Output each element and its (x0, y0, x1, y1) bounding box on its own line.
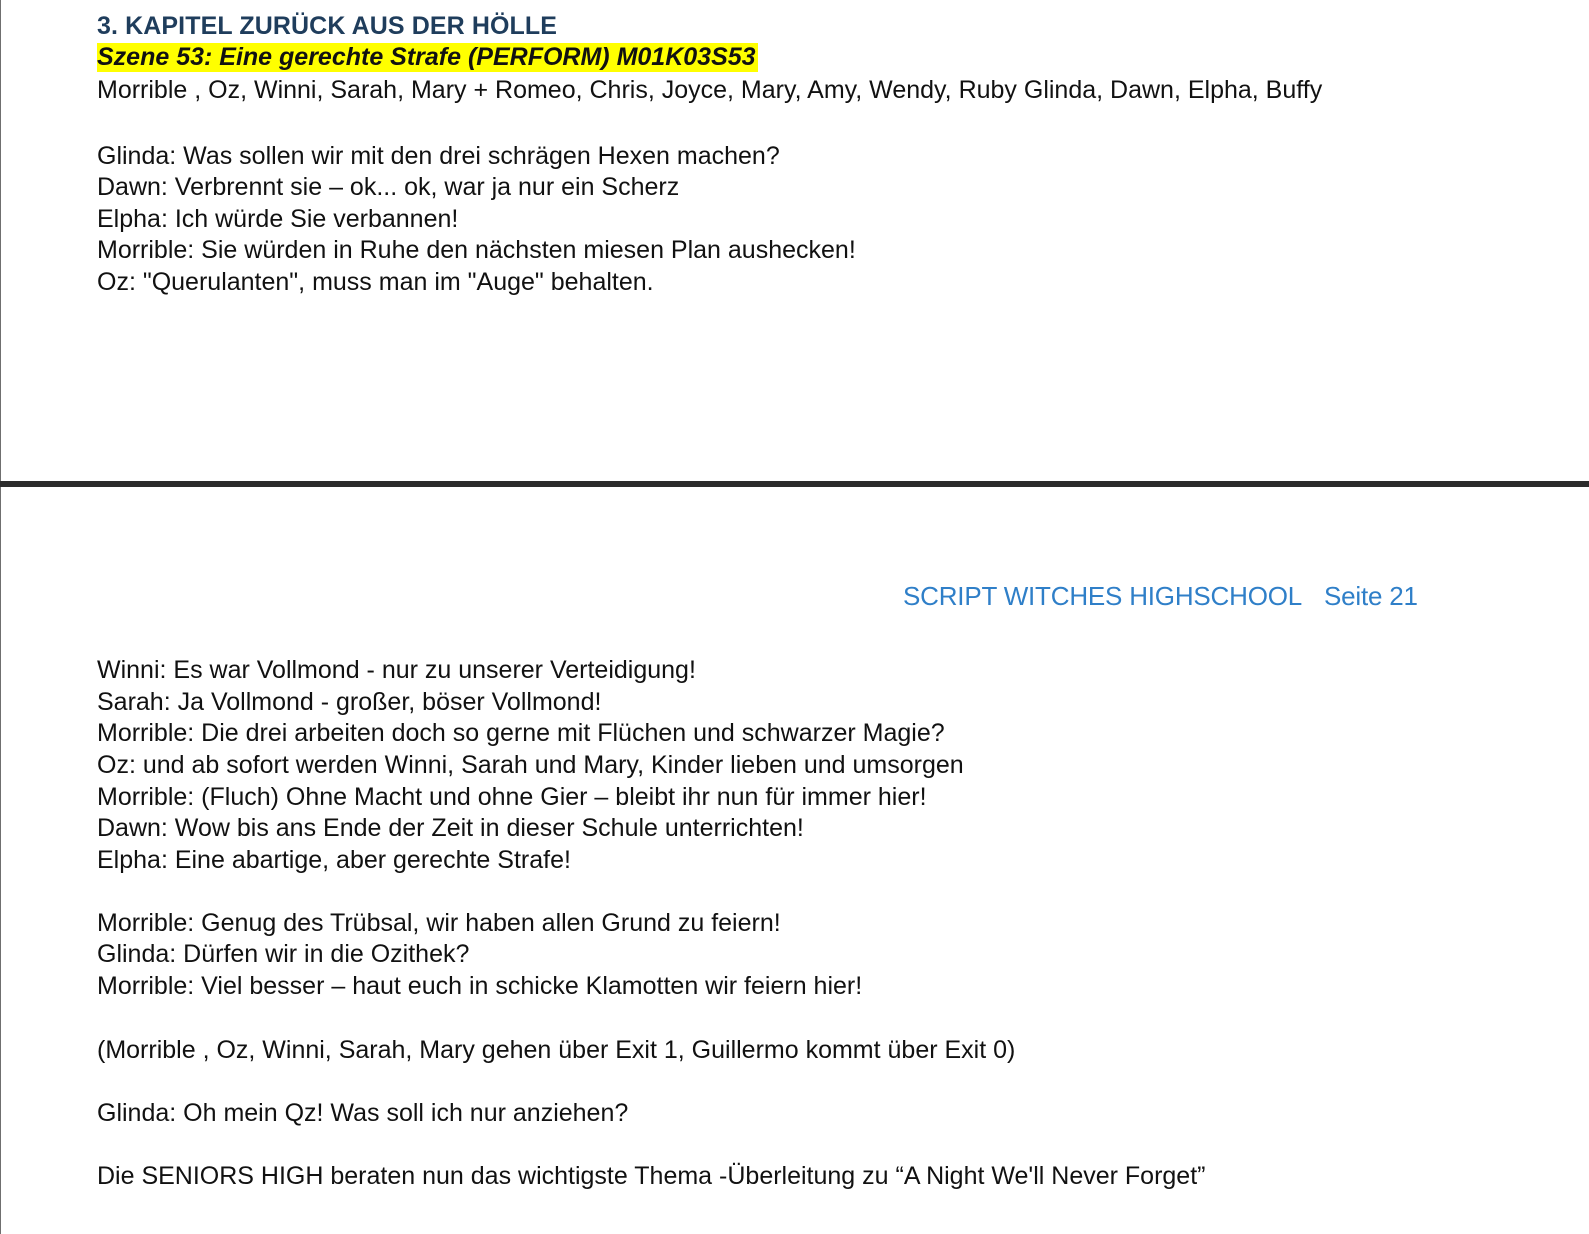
dialogue-line: Dawn: Wow bis ans Ende der Zeit in dieser Schule unterrichten! (97, 814, 804, 842)
cast-list: Morrible , Oz, Winni, Sarah, Mary + Romeo, Chris, Joyce, Mary, Amy, Wendy, Ruby Glinda, Dawn, Elpha, Buffy (97, 76, 1323, 104)
dialogue-line: Winni: Es war Vollmond - nur zu unserer Verteidigung! (97, 656, 696, 684)
dialogue-line: Morrible: (Fluch) Ohne Macht und ohne Gier – bleibt ihr nun für immer hier! (97, 783, 927, 811)
transition-note: Die SENIORS HIGH beraten nun das wichtigste Thema -Überleitung zu “A Night We'll Never Forget” (97, 1162, 1206, 1190)
dialogue-line: Morrible: Viel besser – haut euch in schicke Klamotten wir feiern hier! (97, 972, 863, 1000)
dialogue-line: Glinda: Dürfen wir in die Ozithek? (97, 940, 470, 968)
dialogue-line: Elpha: Eine abartige, aber gerechte Strafe! (97, 846, 571, 874)
page-header (903, 581, 1418, 612)
chapter-title: 3. KAPITEL ZURÜCK AUS DER HÖLLE (97, 12, 558, 40)
dialogue-line: Glinda: Oh mein Qz! Was soll ich nur anziehen? (97, 1099, 629, 1127)
dialogue-line: Morrible: Genug des Trübsal, wir haben allen Grund zu feiern! (97, 909, 781, 937)
scene-title-highlighted: Szene 53: Eine gerechte Strafe (PERFORM) M01K03S53 (97, 43, 756, 71)
dialogue-line: Oz: und ab sofort werden Winni, Sarah und Mary, Kinder lieben und umsorgen (97, 751, 964, 779)
dialogue-line: Glinda: Was sollen wir mit den drei schrägen Hexen machen? (97, 142, 780, 170)
dialogue-line: Elpha: Ich würde Sie verbannen! (97, 205, 459, 233)
document-page-top (0, 0, 1589, 481)
dialogue-line: Morrible: Sie würden in Ruhe den nächsten miesen Plan aushecken! (97, 236, 856, 264)
header-title: SCRIPT WITCHES HIGHSCHOOL (903, 581, 1303, 611)
dialogue-line: Dawn: Verbrennt sie – ok... ok, war ja nur ein Scherz (97, 173, 680, 201)
document-page-bottom (0, 487, 1589, 1234)
dialogue-line: Sarah: Ja Vollmond - großer, böser Vollmond! (97, 688, 602, 716)
stage-direction: (Morrible , Oz, Winni, Sarah, Mary gehen über Exit 1, Guillermo kommt über Exit 0) (97, 1036, 1016, 1064)
header-page-number: Seite 21 (1324, 581, 1418, 611)
dialogue-line: Morrible: Die drei arbeiten doch so gerne mit Flüchen und schwarzer Magie? (97, 719, 945, 747)
dialogue-line: Oz: "Querulanten", muss man im "Auge" behalten. (97, 268, 654, 296)
